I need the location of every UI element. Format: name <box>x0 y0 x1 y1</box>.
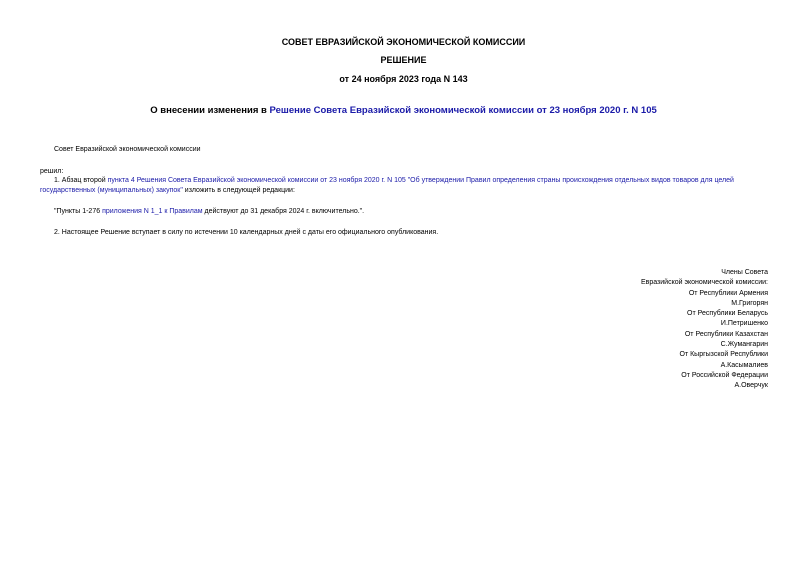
subject-decision-link[interactable]: Решение Совета Евразийской экономической комиссии от 23 ноября 2020 г. N 105 <box>269 105 657 116</box>
signatures-heading-2: Евразийской экономической комиссии: <box>640 279 768 287</box>
signature-name: А.Оверчук <box>734 382 768 390</box>
item-1-end: изложить в следующей редакции: <box>182 187 295 194</box>
signature-country: От Республики Беларусь <box>687 310 768 318</box>
document-date-number: от 24 ноября 2023 года N 143 <box>339 74 468 84</box>
quote-start: "Пункты 1-276 <box>54 208 103 215</box>
signature-name: А.Касымалиев <box>720 361 768 369</box>
item-1-decision-link[interactable]: пункта 4 Решения Совета Евразийской экономической комиссии от 23 ноября 2020 г. N 105 "Об утверждении Правил определения страны происхождения отдельных видов товаров для целей государственных (муниципальных) закупок" <box>40 177 734 194</box>
signature-name: М.Григорян <box>731 299 768 307</box>
signature-country: От Российской Федерации <box>681 371 768 379</box>
quote-end: действуют до 31 декабря 2024 г. включительно.". <box>202 208 365 215</box>
item-1-paragraph <box>40 176 770 196</box>
quoted-text <box>54 207 364 217</box>
signature-country: От Республики Армения <box>688 289 768 297</box>
signature-country: От Кыргызской Республики <box>679 351 768 359</box>
item-1-start: 1. Абзац второй <box>54 177 108 184</box>
subject-prefix: О внесении изменения в <box>150 105 270 116</box>
document-type: РЕШЕНИЕ <box>380 55 427 65</box>
signatures-heading-1: Члены Совета <box>721 269 768 276</box>
signatures-block <box>641 268 768 392</box>
signature-country: От Республики Казахстан <box>684 330 768 338</box>
intro-text: Совет Евразийской экономической комиссии <box>54 146 201 153</box>
resolved-text: решил: <box>40 168 64 175</box>
appendix-link[interactable]: приложения N 1_1 к Правилам <box>102 208 203 215</box>
signature-name: И.Петришенко <box>720 320 768 328</box>
document-organization: СОВЕТ ЕВРАЗИЙСКОЙ ЭКОНОМИЧЕСКОЙ КОМИССИИ <box>281 37 526 47</box>
item-2-paragraph: 2. Настоящее Решение вступает в силу по истечении 10 календарных дней с даты его официального опубликования. <box>54 229 439 236</box>
signature-name: С.Жумангарин <box>720 341 768 349</box>
document-subject <box>0 105 807 116</box>
